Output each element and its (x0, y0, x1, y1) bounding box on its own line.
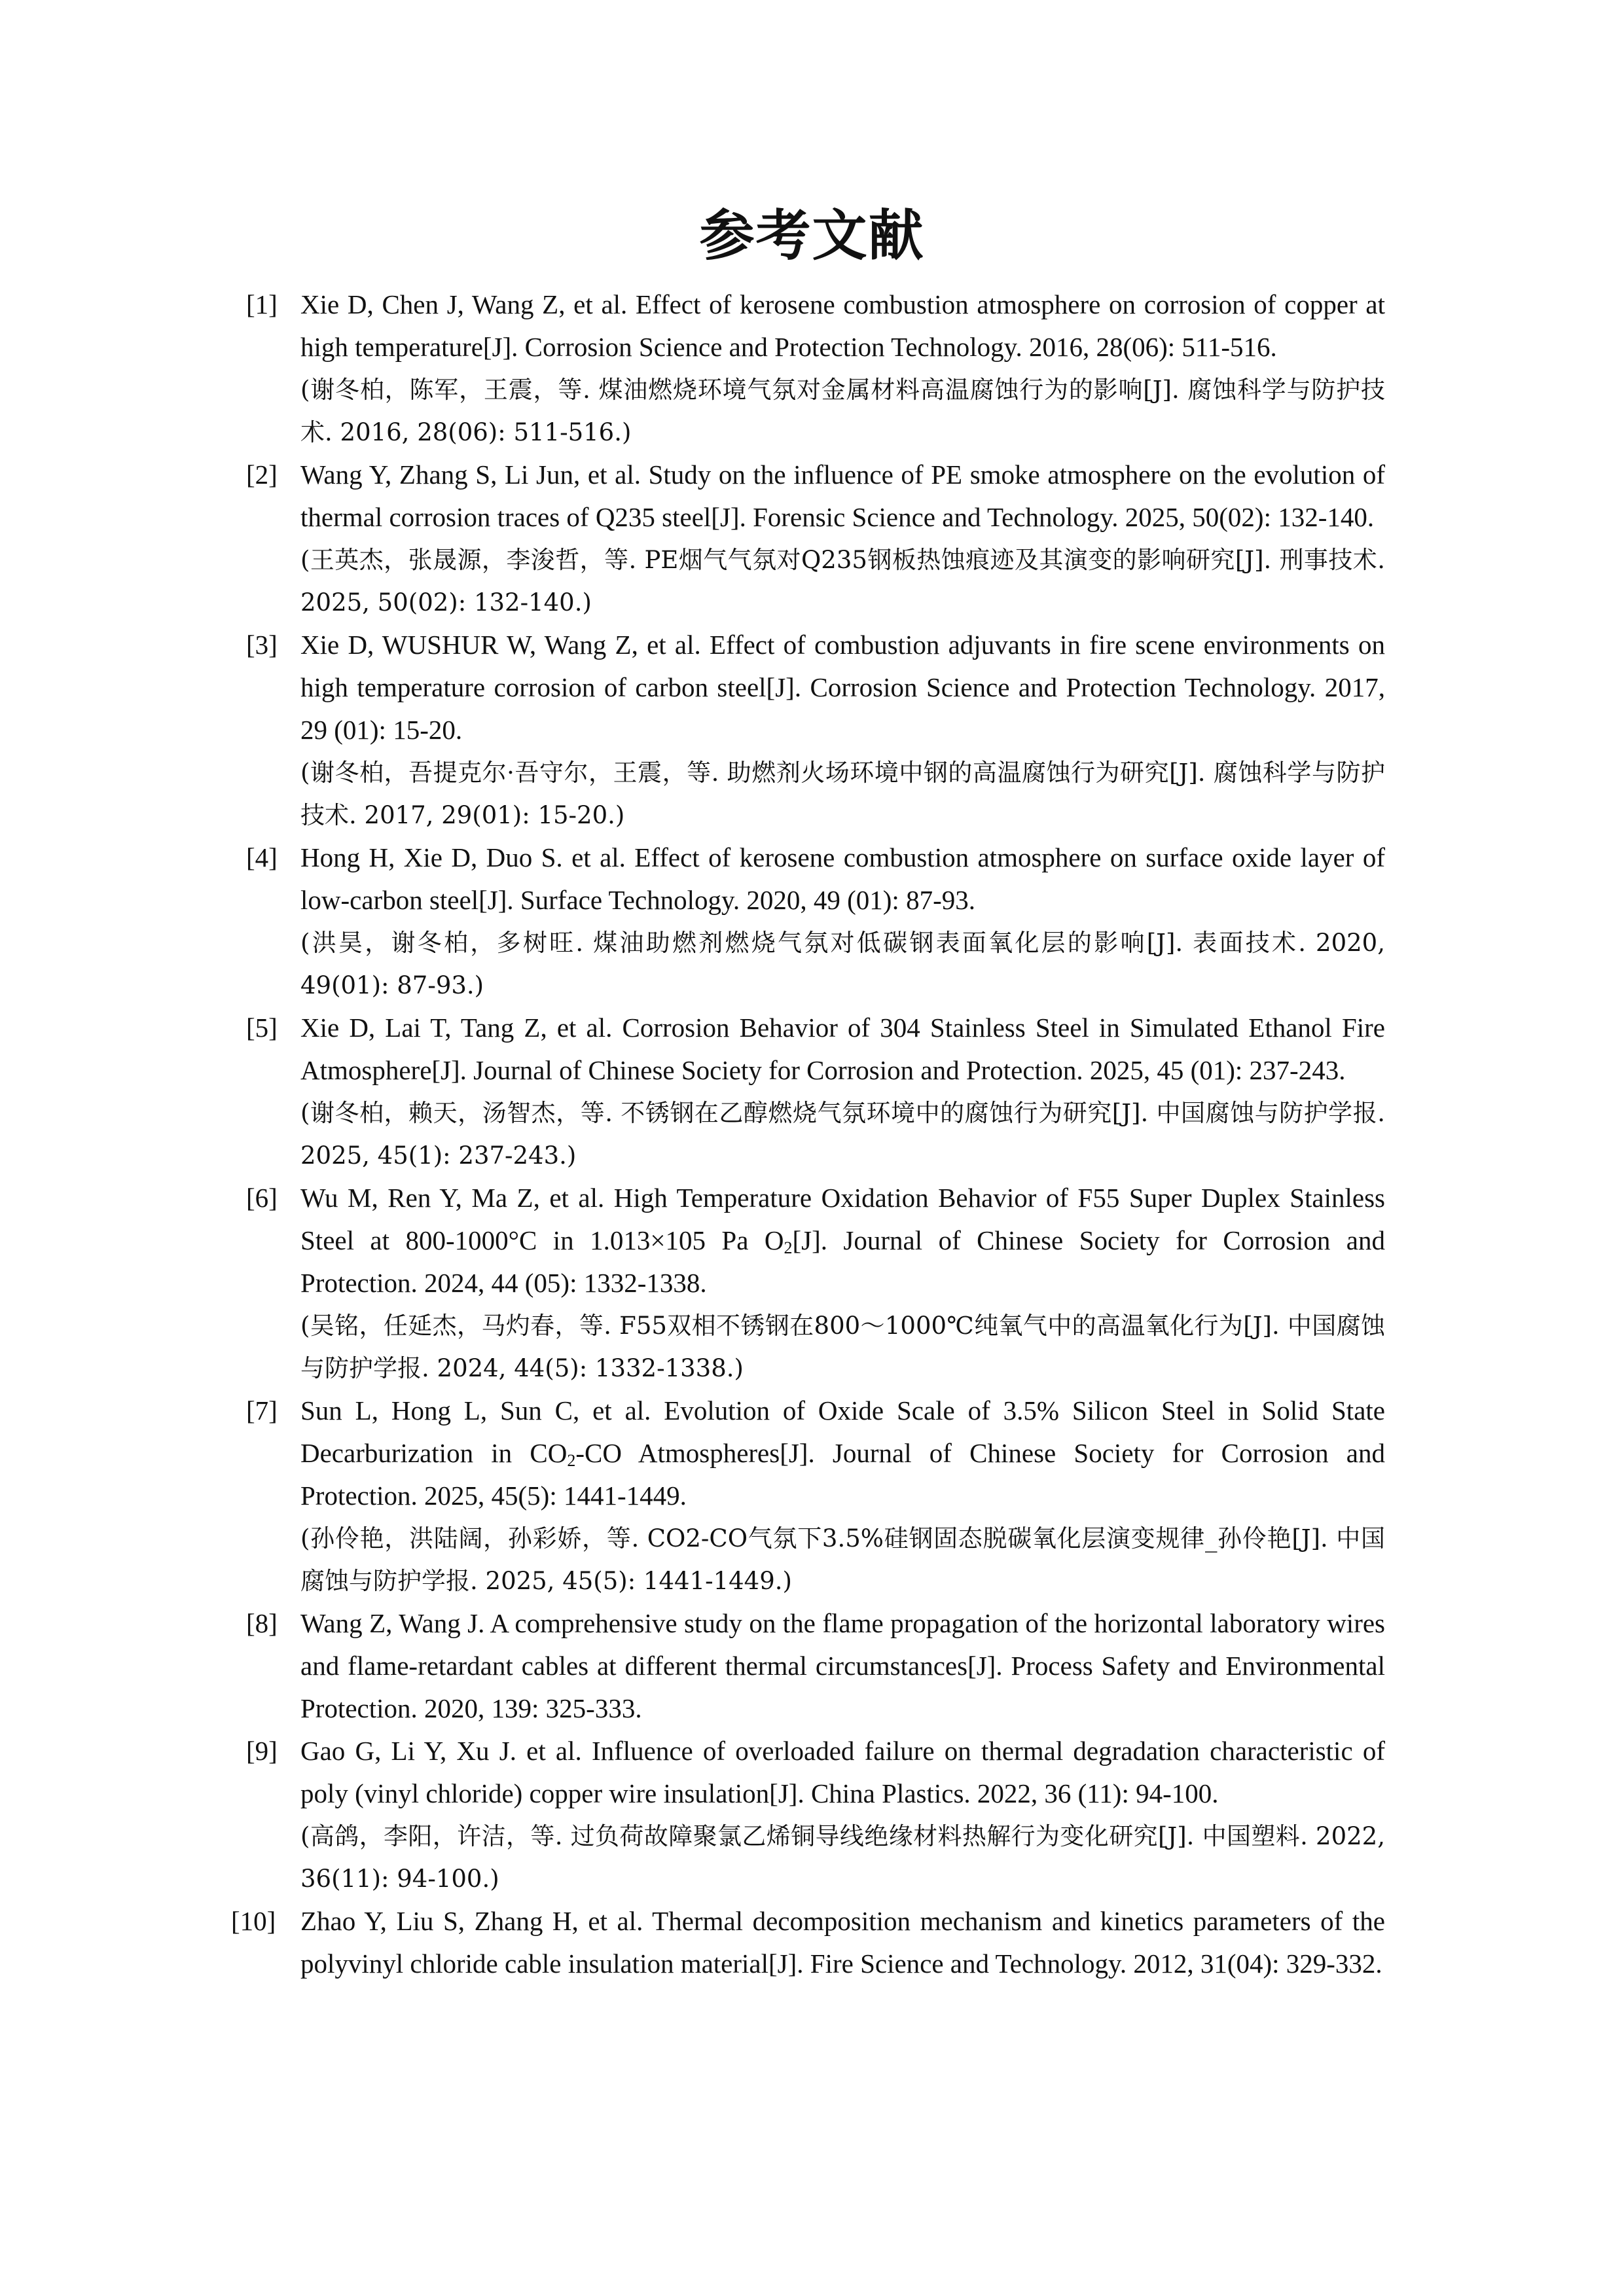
reference-chinese: (谢冬柏，赖天，汤智杰，等. 不锈钢在乙醇燃烧气氛环境中的腐蚀行为研究[J]. 中国腐蚀与防护学报. 2025, 45(1): 237-243.) (300, 1099, 1385, 1170)
reference-chinese: (谢冬柏，陈军，王震，等. 煤油燃烧环境气氛对金属材料高温腐蚀行为的影响[J]. 腐蚀科学与防护技术. 2016, 28(06): 511-516.) (300, 376, 1385, 446)
reference-english: Wang Y, Zhang S, Li Jun, et al. Study on the influence of PE smoke atmosphere on the evolution of thermal corrosion traces of Q235 steel[J]. Forensic Science and Technology. 2025, 50(02): 132-140. (300, 459, 1385, 532)
reference-item-9 (246, 1730, 1385, 1900)
reference-item-1 (246, 283, 1385, 454)
reference-number: [7] (246, 1395, 278, 1426)
reference-number: [4] (246, 842, 278, 872)
reference-chinese: (洪昊，谢冬柏，多树旺. 煤油助燃剂燃烧气氛对低碳钢表面氧化层的影响[J]. 表面技术. 2020, 49(01): 87-93.) (300, 929, 1385, 999)
subscript: 2 (567, 1451, 576, 1470)
reference-item-10 (231, 1900, 1385, 1985)
reference-chinese: (吴铭，任延杰，马灼春，等. F55双相不锈钢在800～1000℃纯氧气中的高温氧化行为[J]. 中国腐蚀与防护学报. 2024, 44(5): 1332-1338.) (300, 1312, 1385, 1382)
reference-english-part: Wu M, Ren Y, Ma Z, et al. High Temperature Oxidation Behavior of F55 Super Duplex Stainless Steel at 800-1000°C in 1.013×105 Pa O (300, 1183, 1385, 1255)
reference-english: Xie D, Lai T, Tang Z, et al. Corrosion Behavior of 304 Stainless Steel in Simulated Ethanol Fire Atmosphere[J]. Journal of Chinese Society for Corrosion and Protection. 2025, 45 (01): 237-243. (300, 1013, 1385, 1085)
reference-number: [6] (246, 1183, 278, 1213)
reference-number: [8] (246, 1608, 278, 1638)
reference-item-4 (246, 836, 1385, 1007)
reference-item-6 (246, 1177, 1385, 1390)
reference-chinese: (高鸽，李阳，许洁，等. 过负荷故障聚氯乙烯铜导线绝缘材料热解行为变化研究[J]. 中国塑料. 2022, 36(11): 94-100.) (300, 1822, 1385, 1893)
reference-item-2 (246, 454, 1385, 624)
reference-english-part: [J]. Journal of Chinese Society for Corrosion and Protection. 2024, 44 (05): 1332-1338. (300, 1225, 1386, 1298)
reference-number: [5] (246, 1013, 278, 1043)
reference-item-7 (246, 1390, 1385, 1602)
reference-english: Zhao Y, Liu S, Zhang H, et al. Thermal decomposition mechanism and kinetics parameters of the polyvinyl chloride cable insulation material[J]. Fire Science and Technology. 2012, 31(04): 329-332. (300, 1906, 1385, 1979)
reference-chinese: (谢冬柏，吾提克尔·吾守尔，王震，等. 助燃剂火场环境中钢的高温腐蚀行为研究[J]. 腐蚀科学与防护技术. 2017, 29(01): 15-20.) (300, 759, 1385, 829)
reference-number: [2] (246, 459, 278, 490)
reference-english: Wang Z, Wang J. A comprehensive study on the flame propagation of the horizontal laboratory wires and flame-retardant cables at different thermal circumstances[J]. Process Safety and Environmental Protection. 2020, 139: 325-333. (300, 1608, 1385, 1723)
reference-english-part: -CO Atmospheres[J]. Journal of Chinese Society for Corrosion and Protection. 2025, 45(5): 1441-1449. (300, 1438, 1385, 1511)
page-title: 参考文献 (699, 203, 925, 268)
reference-number: [10] (231, 1906, 276, 1936)
reference-english (300, 1177, 1385, 1304)
reference-english: Gao G, Li Y, Xu J. et al. Influence of overloaded failure on thermal degradation characteristic of poly (vinyl chloride) copper wire insulation[J]. China Plastics. 2022, 36 (11): 94-100. (300, 1736, 1385, 1808)
reference-english: Hong H, Xie D, Duo S. et al. Effect of kerosene combustion atmosphere on surface oxide layer of low-carbon steel[J]. Surface Technology. 2020, 49 (01): 87-93. (300, 842, 1385, 915)
reference-item-8 (246, 1602, 1385, 1730)
reference-english (300, 1390, 1385, 1517)
reference-english: Xie D, WUSHUR W, Wang Z, et al. Effect of combustion adjuvants in fire scene environments on high temperature corrosion of carbon steel[J]. Corrosion Science and Protection Technology. 2017, 29 (01): 15-20. (300, 630, 1385, 745)
reference-item-5 (246, 1007, 1385, 1177)
reference-english-part: Sun L, Hong L, Sun C, et al. Evolution of Oxide Scale of 3.5% Silicon Steel in Solid State Decarburization in CO (300, 1395, 1385, 1468)
reference-chinese: (孙伶艳，洪陆阔，孙彩娇，等. CO2-CO气氛下3.5%硅钢固态脱碳氧化层演变规律_孙伶艳[J]. 中国腐蚀与防护学报. 2025, 45(5): 1441-1449.) (300, 1524, 1385, 1595)
reference-number: [1] (246, 289, 278, 319)
reference-list (231, 283, 1386, 1985)
reference-chinese: (王英杰，张晟源，李浚哲，等. PE烟气气氛对Q235钢板热蚀痕迹及其演变的影响研究[J]. 刑事技术. 2025, 50(02): 132-140.) (300, 546, 1385, 617)
reference-item-3 (246, 624, 1385, 836)
reference-english: Xie D, Chen J, Wang Z, et al. Effect of kerosene combustion atmosphere on corrosion of copper at high temperature[J]. Corrosion Science and Protection Technology. 2016, 28(06): 511-516. (300, 289, 1385, 362)
subscript: 2 (784, 1238, 793, 1257)
reference-number: [3] (246, 630, 278, 660)
reference-number: [9] (246, 1736, 278, 1766)
